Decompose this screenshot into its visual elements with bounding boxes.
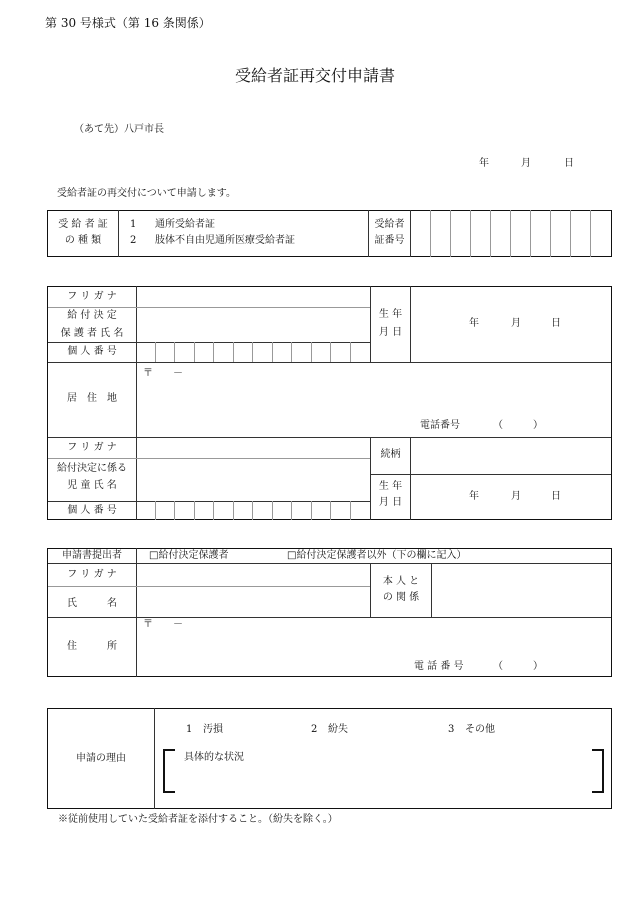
guardian-address-label: 居 住 地 — [67, 393, 117, 404]
guardian-birth-label: 生 年 月 日 — [378, 309, 403, 338]
child-id-label: 個 人 番 号 — [67, 505, 117, 516]
cert-option-2-num: 2 — [130, 235, 137, 246]
cert-number-label: 受給者 証番号 — [374, 219, 405, 246]
child-id-field[interactable] — [137, 502, 370, 519]
applicant-furigana-field[interactable] — [137, 564, 370, 586]
guardian-birth-month: 月 — [511, 318, 521, 329]
guardian-birth-field[interactable] — [411, 287, 611, 362]
submitter-option-guardian[interactable]: □給付決定保護者 — [149, 550, 229, 561]
cert-option-1-num: 1 — [130, 219, 137, 230]
intro-text: 受給者証の再交付について申請します。 — [57, 188, 236, 199]
submitter-option-other[interactable]: □給付決定保護者以外（下の欄に記入） — [287, 550, 467, 561]
child-birth-field[interactable] — [411, 475, 611, 519]
applicant-name-field[interactable] — [137, 587, 370, 617]
guardian-postal-mark: 〒 － — [143, 368, 183, 379]
reason-option-2[interactable]: 紛失 — [328, 724, 348, 735]
reason-detail-field[interactable] — [176, 766, 590, 792]
child-relation-field[interactable] — [411, 438, 611, 474]
guardian-furigana-field[interactable] — [137, 287, 370, 307]
guardian-birth-day: 日 — [551, 318, 561, 329]
bracket-right-icon — [592, 749, 604, 793]
guardian-furigana-label: フ リ ガ ナ — [67, 291, 117, 302]
child-relation-label: 続柄 — [380, 449, 401, 460]
reason-option-1-num: 1 — [186, 724, 193, 735]
guardian-address-field[interactable] — [137, 363, 611, 437]
footnote: ※従前使用していた受給者証を添付すること。（紛失を除く。） — [58, 814, 338, 825]
child-birth-label: 生 年 月 日 — [378, 481, 403, 508]
addressee: （あて先）八戸市長 — [74, 124, 164, 135]
child-name-label: 給付決定に係る 児 童 氏 名 — [57, 463, 127, 491]
guardian-id-label: 個 人 番 号 — [67, 346, 117, 357]
reason-option-1[interactable]: 汚損 — [203, 724, 223, 735]
reason-detail-label: 具体的な状況 — [184, 752, 244, 763]
guardian-name-field[interactable] — [137, 308, 370, 342]
applicant-name-label: 氏 名 — [67, 598, 117, 609]
applicant-address-field[interactable] — [137, 618, 611, 676]
child-furigana-field[interactable] — [137, 438, 370, 458]
child-birth-month: 月 — [511, 491, 521, 502]
applicant-address-label: 住 所 — [67, 641, 117, 652]
guardian-birth-year: 年 — [469, 318, 479, 329]
bracket-left-icon — [163, 749, 175, 793]
cert-type-label: 受 給 者 証 の 種 類 — [58, 219, 108, 246]
reason-option-3[interactable]: その他 — [465, 724, 495, 735]
date-day: 日 — [564, 158, 574, 169]
cert-option-2: 肢体不自由児通所医療受給者証 — [155, 235, 295, 246]
applicant-phone-label: 電 話 番 号 — [414, 661, 464, 672]
date-year: 年 — [479, 158, 489, 169]
guardian-id-field[interactable] — [137, 343, 370, 362]
guardian-phone-paren: （ ） — [493, 420, 543, 431]
guardian-phone-label: 電話番号 — [420, 420, 460, 431]
date-month: 月 — [521, 158, 531, 169]
page-title: 受給者証再交付申請書 — [234, 66, 395, 85]
applicant-furigana-label: フ リ ガ ナ — [67, 569, 117, 580]
reason-option-2-num: 2 — [311, 724, 318, 735]
applicant-relation-field[interactable] — [432, 564, 611, 617]
child-furigana-label: フ リ ガ ナ — [67, 442, 117, 453]
reason-label: 申請の理由 — [76, 753, 126, 764]
applicant-postal-mark: 〒 － — [143, 619, 183, 630]
child-name-field[interactable] — [137, 459, 370, 501]
applicant-relation-label: 本 人 と の 関 係 — [382, 576, 420, 603]
reason-option-3-num: 3 — [448, 724, 455, 735]
cert-number-field[interactable] — [411, 211, 611, 256]
applicant-phone-paren: （ ） — [493, 661, 543, 672]
form-number: 第 30 号様式（第 16 条関係） — [45, 16, 211, 30]
cert-option-1: 通所受給者証 — [155, 219, 215, 230]
guardian-name-label: 給 付 決 定 保 護 者 氏 名 — [60, 310, 124, 339]
submitter-label: 申請書提出者 — [62, 550, 122, 561]
child-birth-day: 日 — [551, 491, 561, 502]
child-birth-year: 年 — [469, 491, 479, 502]
